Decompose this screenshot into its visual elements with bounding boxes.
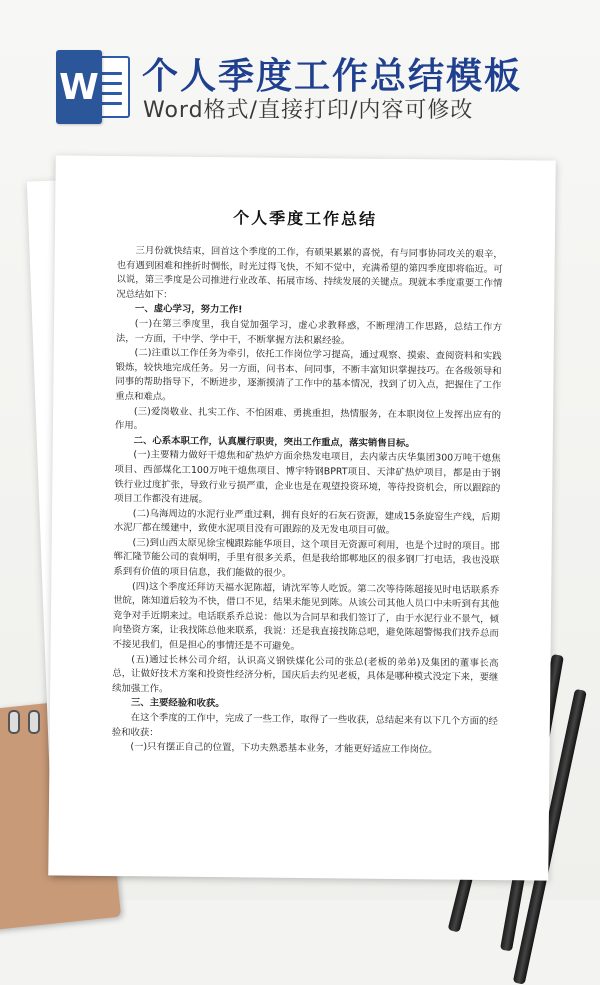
paragraph: (二)乌海周边的水泥行业严重过剩，拥有良好的石灰石资源，建成15条旋窑生产线，后期水泥厂都在缓建中，致使水泥项目没有可跟踪的及无发电项目可做。 — [113, 507, 501, 537]
page-subtitle: Word格式/直接打印/内容可修改 — [143, 98, 474, 123]
page-title: 个人季度工作总结模板 — [142, 56, 523, 97]
paragraph: (一)只有摆正自己的位置，下功夫熟悉基本业务，才能更好适应工作岗位。 — [130, 741, 438, 756]
section-heading: 一、虚心学习，努力工作! — [134, 303, 243, 316]
paragraph: (五)通过长林公司介绍，认识高义钢铁煤化公司的张总(老板的弟弟)及集团的董事长高总，让做好技术方案和投资性经济分析，国庆后去约见老板，具体是哪种模式没定下来，要继续加强工作。 — [112, 653, 499, 695]
section-heading: 三、主要经验和收获。 — [130, 697, 225, 710]
section-heading: 二、心系本职工作，认真履行职责，突出工作重点，落实销售目标。 — [133, 434, 415, 449]
paragraph: 三月份就快结束，回首这个季度的工作，有硕果累累的喜悦，有与同事协同攻关的艰辛，也有遇到困难和挫折时惆怅，时光过得飞快，不知不觉中，充满希望的第四季度即将临近。可以说，第三季度是公司推进行业改革、拓展市场、持续发展的关键点。现就本季度重要工作情况总结如下： — [116, 245, 503, 301]
document-title: 个人季度工作总结 — [233, 208, 378, 229]
document-page — [48, 155, 556, 880]
paragraph: (一)主要精力做好干熄焦和矿热炉方面余热发电项目，去内蒙古庆华集团300万吨干熄焦项目、西部煤化工100万吨干熄焦项目、博宇特钢BPRT项目、天津矿热炉项目，都是由于钢铁行业过度扩张，导致行业亏损严重，企业也是在观望投资环境，等待投资机会，所以跟踪的项目工作都没有进展。 — [114, 449, 501, 506]
paragraph: (二)注重以工作任务为牵引，依托工作岗位学习提高，通过观察、摸索、查阅资料和实践锻炼，较快地完成任务。另一方面，问书本、问同事，不断丰富知识掌握技巧。在各级领导和同事的帮助指导下，不断进步，逐渐摸清了工作中的基本情况，找到了切入点，把握住了工作重点和难点。 — [115, 347, 502, 403]
paragraph: (三)爱岗敬业、扎实工作、不怕困难、勇挑重担，热情服务，在本职岗位上发挥出应有的作用。 — [114, 405, 502, 432]
paragraph: (四)这个季度还拜访天福水泥陈超，请沈军等人吃饭。第二次等待陈超接见时电话联系乔世皖，陈知道后较为不快，借口不见，结果未能见到陈。从该公司其他人员口中未听到有其他竞争对手近期来过。电话联系乔总说：他以为合同早和我们签订了，由于水泥行业不景气，倾向垫资方案，让我找陈总他来联系，我说：还是我直接找陈总吧，避免陈超警惕我们找乔总而不接见我们，但是担心的事情还是不可避免。 — [112, 580, 500, 653]
document-body — [112, 244, 503, 759]
paragraph: (三)到山西太原见徐宝槐跟踪能华项目，这个项目无资源可利用，也是个过时的项目。邯郸汇隆节能公司的袁炯明，手里有很多关系，但是我给邯郸地区的很多钢厂打电话，我也没联系到有价值的项目信息，我们能做的很少。 — [113, 537, 500, 579]
word-logo-icon — [56, 50, 130, 124]
paragraph: 在这个季度的工作中，完成了一些工作，取得了一些收获，总结起来有以下几个方面的经验和收获： — [111, 712, 498, 739]
word-letter: W — [56, 50, 102, 124]
paragraph: (一)在第三季度里，我自觉加强学习，虚心求教释惑，不断理清工作思路，总结工作方法，一方面，干中学、学中干，不断掌握方法积累经验。 — [115, 318, 503, 347]
